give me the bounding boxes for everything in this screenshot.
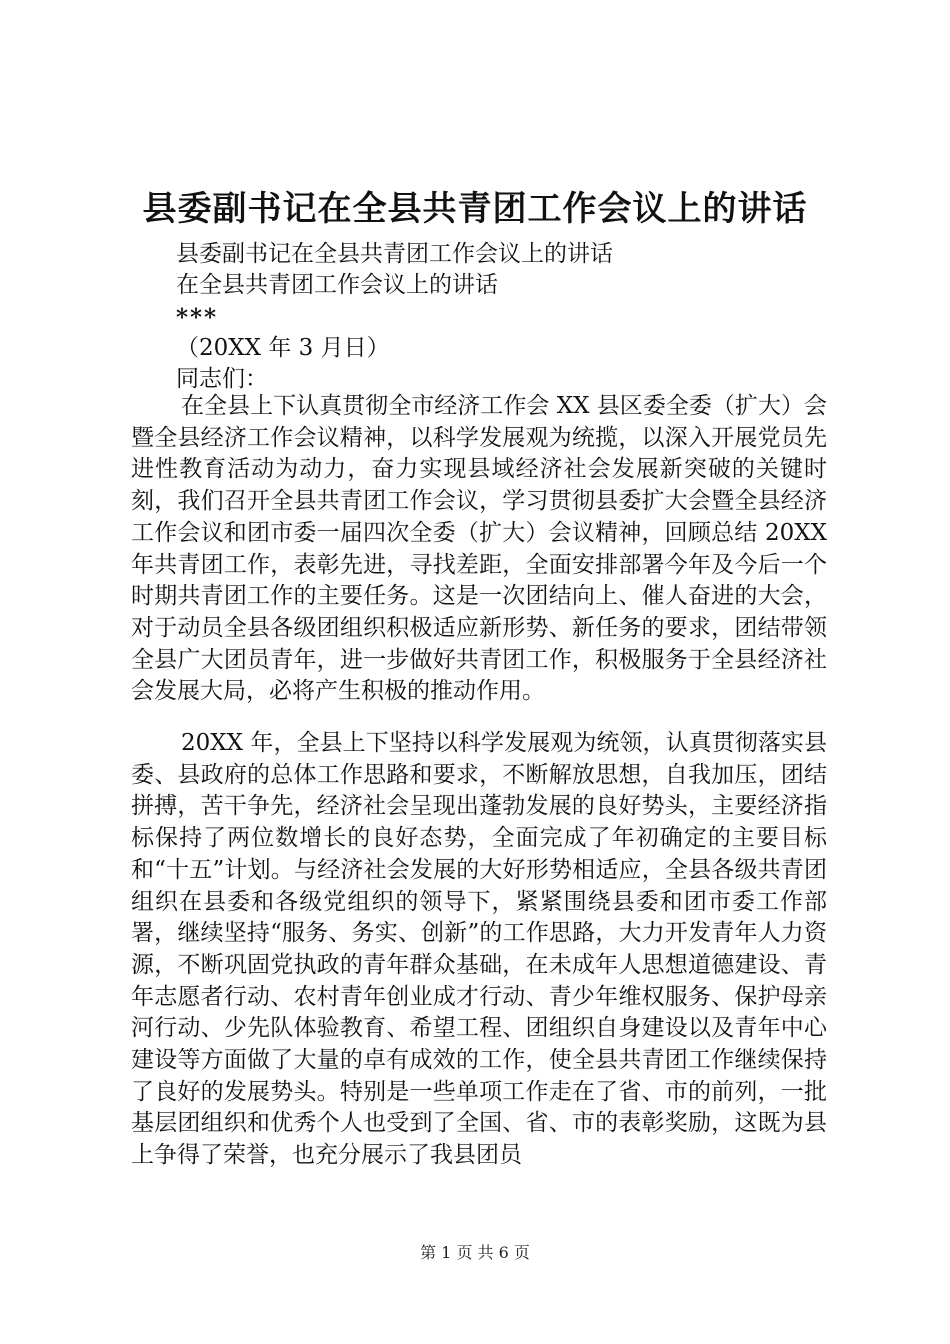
document-author: *** bbox=[176, 304, 219, 331]
document-salutation: 同志们： bbox=[176, 366, 268, 392]
page-number: 第 1 页 共 6 页 bbox=[420, 1243, 530, 1262]
body-paragraph: 20XX 年，全县上下坚持以科学发展观为统领，认真贯彻落实县委、县政府的总体工作思路和要求，不断解放思想，自我加压，团结拼搏，苦干争先，经济社会呈现出蓬勃发展的良好势头，主要经济指标保持了两位数增长的良好态势，全面完成了年初确定的主要目标和“十五”计划。与经济社会发展的大好形势相适应，全县各级共青团组织在县委和各级党组织的领导下，紧紧围绕县委和团市委工作部署，继续坚持“服务、务实、创新”的工作思路，大力开发青年人力资源，不断巩固党执政的青年群众基础，在未成年人思想道德建设、青年志愿者行动、农村青年创业成才行动、青少年维权服务、保护母亲河行动、少先队体验教育、希望工程、团组织自身建设以及青年中心建设等方面做了大量的卓有成效的工作，使全县共青团工作继续保持了良好的发展势头。特别是一些单项工作走在了省、市的前列，一批基层团组织和优秀个人也受到了全国、省、市的表彰奖励，这既为县上争得了荣誉，也充分展示了我县团员 bbox=[131, 730, 827, 1169]
document-subtitle-secondary: 在全县共青团工作会议上的讲话 bbox=[176, 272, 498, 298]
document-title: 县委副书记在全县共青团工作会议上的讲话 bbox=[142, 189, 808, 229]
body-paragraph: 在全县上下认真贯彻全市经济工作会 XX 县区委全委（扩大）会暨全县经济工作会议精神，以科学发展观为统揽，以深入开展党员先进性教育活动为动力，奋力实现县域经济社会发展新突破的关键时刻，我们召开全县共青团工作会议，学习贯彻县委扩大会暨全县经济工作会议和团市委一届四次全委（扩大）会议精神，回顾总结 20XX 年共青团工作，表彰先进，寻找差距，全面安排部署今年及今后一个时期共青团工作的主要任务。这是一次团结向上、催人奋进的大会，对于动员全县各级团组织积极适应新形势、新任务的要求，团结带领全县广大团员青年，进一步做好共青团工作，积极服务于全县经济社会发展大局，必将产生积极的推动作用。 bbox=[131, 393, 827, 705]
document-date: （20XX 年 3 月日） bbox=[176, 335, 390, 361]
document-subtitle: 县委副书记在全县共青团工作会议上的讲话 bbox=[176, 241, 613, 267]
